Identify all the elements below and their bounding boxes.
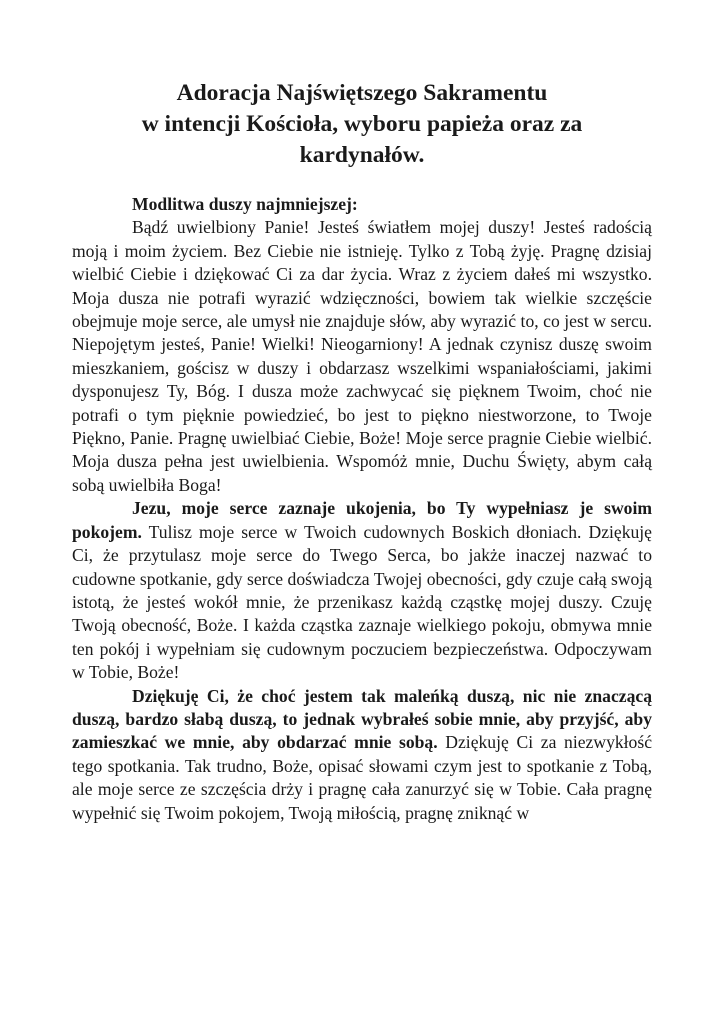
document-page	[72, 78, 652, 825]
paragraph-3	[72, 685, 652, 825]
document-title	[72, 78, 652, 171]
title-line-1: Adoracja Najświętszego Sakramentu	[176, 80, 548, 106]
title-line-3: kardynałów.	[299, 142, 425, 168]
paragraph-2-bold-lead: Jezu, moje serce zaznaje ukojenia, bo Ty wypełniasz je swoim pokojem.	[72, 498, 652, 542]
prayer-subtitle: Modlitwa duszy najmniejszej:	[132, 194, 358, 214]
paragraph-2	[72, 497, 652, 684]
title-line-2: w intencji Kościoła, wyboru papieża oraz za	[141, 111, 583, 137]
paragraph-2-text: Tulisz moje serce w Twoich cudownych Boskich dłoniach. Dziękuję Ci, że przytulasz moje serce do Twego Serca, bo jakże inaczej nazwać to cudowne spotkanie, gdy serce doświadcza Twojej obecności, gdy czuje całą swoją istotą, że jesteś wokół mnie, że przenikasz każdą cząstkę mojej duszy. Czuję Twoją obecność, Boże. I każda cząstka zaznaje wielkiego pokoju, obmywa mnie ten pokój i wypełniam się cudownym poczuciem bezpieczeństwa. Odpoczywam w Tobie, Boże!	[72, 521, 652, 683]
document-body	[72, 193, 652, 825]
paragraph-3-bold-lead: Dziękuję Ci, że choć jestem tak maleńką duszą, nic nie znaczącą duszą, bardzo słabą duszą, to jednak wybrałeś sobie mnie, aby przyjść, aby zamieszkać we mnie, aby obdarzać mnie sobą.	[72, 685, 652, 753]
paragraph-3-text: Dziękuję Ci za niezwykłość tego spotkania. Tak trudno, Boże, opisać słowami czym jest to spotkanie z Tobą, ale moje serce ze szczęścia drży i pragnę cała zanurzyć się w Tobie. Cała pragnę wypełnić się Twoim pokojem, Twoją miłością, pragnę zniknąć w	[72, 732, 652, 823]
paragraph-1: Bądź uwielbiony Panie! Jesteś światłem mojej duszy! Jesteś radością moją i moim życiem. Bez Ciebie nie istnieję. Tylko z Tobą żyję. Pragnę dzisiaj wielbić Ciebie i dziękować Ci za dar życia. Wraz z życiem dałeś mi wszystko. Moja dusza nie potrafi wyrazić wdzięczności, bowiem tak wielkie szczęście obejmuje moje serce, ale umysł nie znajduje słów, aby wyrazić to, co jest w sercu. Niepojętym jesteś, Panie! Wielki! Nieogarniony! A jednak czynisz duszę swoim mieszkaniem, gościsz w duszy i obdarzasz wszelkimi wspaniałościami, jakimi dysponujesz Ty, Bóg. I dusza może zachwycać się pięknem Twoim, choć nie potrafi o tym pięknie powiedzieć, bo jest to piękno niestworzone, to Twoje Piękno, Panie. Pragnę uwielbiać Ciebie, Boże! Moje serce pragnie Ciebie wielbić. Moja dusza pełna jest uwielbienia. Wspomóż mnie, Duchu Święty, abym całą sobą uwielbiła Boga!	[72, 217, 652, 495]
